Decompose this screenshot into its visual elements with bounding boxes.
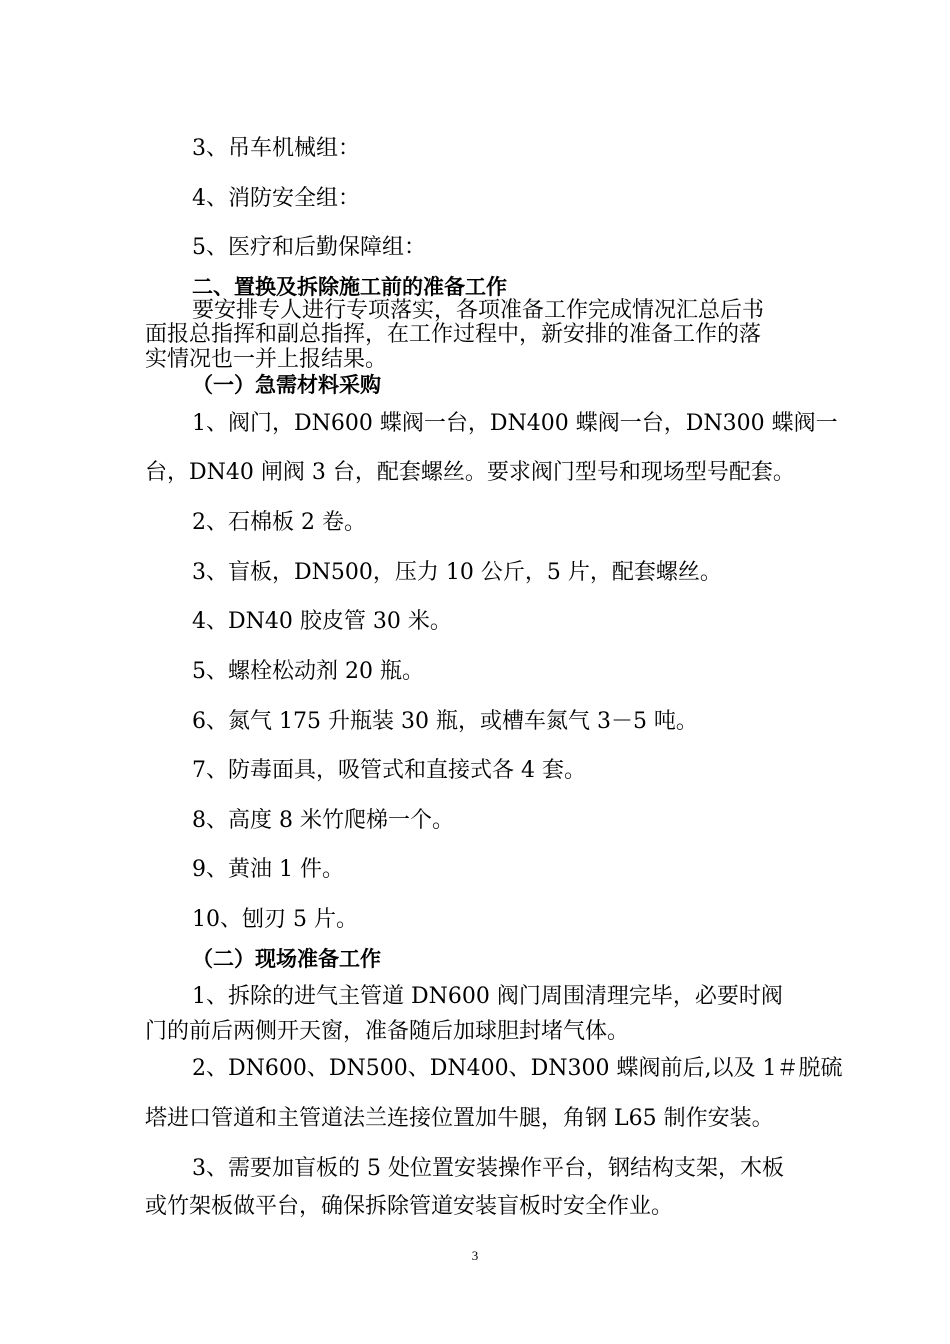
list-item: 5、螺栓松动剂 20 瓶。 <box>192 659 424 684</box>
list-item-continuation: 门的前后两侧开天窗，准备随后加球胆封堵气体。 <box>145 1019 630 1044</box>
list-item: 3、需要加盲板的 5 处位置安装操作平台，钢结构支架，木板 <box>192 1156 784 1181</box>
paragraph-line: 要安排专人进行专项落实，各项准备工作完成情况汇总后书 <box>192 298 765 323</box>
list-item: 10、刨刃 5 片。 <box>192 907 358 932</box>
list-item-continuation: 塔进口管道和主管道法兰连接位置加牛腿，角钢 L65 制作安装。 <box>145 1106 774 1131</box>
list-item-continuation: 台，DN40 闸阀 3 台，配套螺丝。要求阀门型号和现场型号配套。 <box>145 460 795 485</box>
list-item-continuation: 或竹架板做平台，确保拆除管道安装盲板时安全作业。 <box>145 1194 674 1219</box>
paragraph-line: 实情况也一并上报结果。 <box>145 347 388 372</box>
paragraph-line: 面报总指挥和副总指挥，在工作过程中，新安排的准备工作的落 <box>145 322 762 347</box>
list-item: 1、拆除的进气主管道 DN600 阀门周围清理完毕，必要时阀 <box>192 984 783 1009</box>
list-item: 7、防毒面具，吸管式和直接式各 4 套。 <box>192 758 586 783</box>
list-item: 4、消防安全组： <box>192 186 360 211</box>
list-item: 1、阀门，DN600 蝶阀一台，DN400 蝶阀一台，DN300 蝶阀一 <box>192 411 838 436</box>
page-number: 3 <box>471 1248 479 1263</box>
subsection-heading: （二）现场准备工作 <box>192 947 381 971</box>
list-item: 8、高度 8 米竹爬梯一个。 <box>192 808 454 833</box>
list-item: 5、医疗和后勤保障组： <box>192 235 426 260</box>
list-item: 4、DN40 胶皮管 30 米。 <box>192 609 452 634</box>
list-item: 3、盲板，DN500，压力 10 公斤，5 片，配套螺丝。 <box>192 560 722 585</box>
list-item: 3、吊车机械组： <box>192 136 360 161</box>
list-item: 2、石棉板 2 卷。 <box>192 510 366 535</box>
list-item: 2、DN600、DN500、DN400、DN300 蝶阀前后,以及 1＃脱硫 <box>192 1056 843 1081</box>
section-heading: 二、置换及拆除施工前的准备工作 <box>192 275 507 299</box>
list-item: 9、黄油 1 件。 <box>192 857 344 882</box>
subsection-heading: （一）急需材料采购 <box>192 373 381 397</box>
list-item: 6、氮气 175 升瓶装 30 瓶，或槽车氮气 3－5 吨。 <box>192 709 698 734</box>
